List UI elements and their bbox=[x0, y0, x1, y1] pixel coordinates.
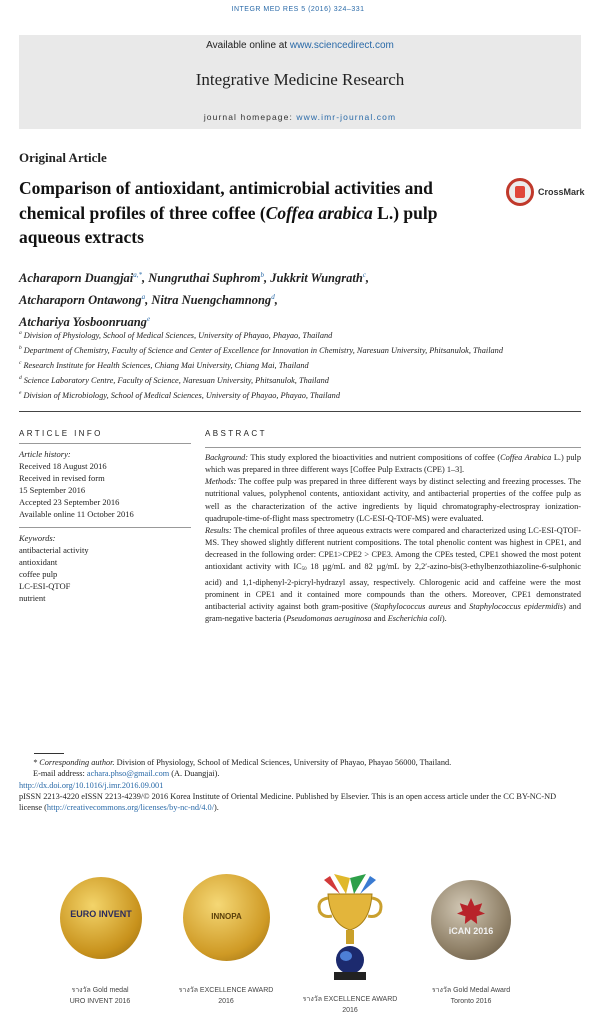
affiliation-item: $^e$ Division of Microbiology, School of Medical Sciences, University of Phayao, Phayao, Thailand bbox=[19, 390, 340, 401]
journal-banner bbox=[19, 35, 581, 129]
keyword-item: coffee pulp bbox=[19, 569, 58, 579]
email-link[interactable]: achara.phso@gmail.com bbox=[86, 769, 170, 779]
history-label: Article history: bbox=[19, 449, 71, 459]
abstract-methods: Methods: The coffee pulp was prepared in three different ways by distinct selecting and freezing processes. The nutritional values, polyphenol contents, antioxidant activity, and antibacterial properties of the coffee pulp as well as the characterization of the active ingredients by liquid chromatography-electrospray ionization-quadrupole-time-of-flight mass spectrometry (LC-ESI-Q-TOF-MS) were evaluated. bbox=[205, 477, 581, 523]
license-link[interactable]: http://creativecommons.org/licenses/by-nc-nd/4.0/ bbox=[46, 803, 215, 813]
sciencedirect-link[interactable]: www.sciencedirect.com bbox=[289, 40, 394, 51]
homepage-link[interactable]: www.imr-journal.com bbox=[296, 112, 397, 122]
crossmark-label: CrossMark bbox=[538, 187, 585, 197]
info-divider bbox=[19, 527, 191, 528]
author-affiliation-mark[interactable]: c bbox=[362, 271, 366, 279]
history-item: Available online 11 October 2016 bbox=[19, 509, 134, 519]
award-caption: รางวัล Gold Medal Award Toronto 2016 bbox=[431, 987, 511, 1005]
history-item: Received in revised form bbox=[19, 473, 105, 483]
abstract-divider bbox=[205, 447, 581, 448]
title-part-1: Comparison of antioxidant, antimicrobial activities and chemical profiles of three coffee ( bbox=[19, 178, 433, 223]
award-caption: รางวัล EXCELLENCE AWARD 2016 bbox=[178, 987, 274, 1005]
doi-link[interactable]: http://dx.doi.org/10.1016/j.imr.2016.09.001 bbox=[19, 780, 164, 790]
footnotes bbox=[19, 757, 581, 813]
article-info-panel bbox=[19, 443, 191, 604]
section-divider bbox=[19, 411, 581, 412]
journal-title: Integrative Medicine Research bbox=[195, 70, 405, 89]
corresponding-author-note: * Corresponding author. Division of Physiology, School of Medical Sciences, University of Phayao, Phayao 56000, Thailand. bbox=[33, 758, 452, 767]
maple-leaf-icon bbox=[457, 898, 485, 924]
affiliation-item: $^a$ Division of Physiology, School of Medical Sciences, University of Phayao, Phayao, Thailand bbox=[19, 330, 333, 340]
ican-medal: iCAN 2016 bbox=[431, 880, 511, 960]
author-name: Atchariya Yosboonruang bbox=[19, 315, 147, 330]
affiliation-item: $^d$ Science Laboratory Centre, Faculty of Science, Naresuan University, Phitsanulok, Thailand bbox=[19, 375, 329, 385]
available-online-line bbox=[19, 40, 581, 51]
article-info-heading: ARTICLE INFO bbox=[19, 429, 103, 438]
paper-title bbox=[19, 176, 479, 250]
award-caption: รางวัล Gold medal URO INVENT 2016 bbox=[69, 987, 131, 1005]
homepage-prefix: journal homepage: bbox=[203, 112, 297, 122]
author-affiliation-mark[interactable]: b bbox=[260, 271, 264, 279]
affiliation-item: $^b$ Department of Chemistry, Faculty of Science and Center of Excellence for Innovation in Chemistry, Naresuan University, Phitsanulok, Thailand bbox=[19, 345, 503, 355]
abstract-results: Results: The chemical profiles of three aqueous extracts were compared and characterized using LC-ESI-QTOF-MS. They showed slightly different nutrient compositions. The total phenolic content was highest in CPE1, and decreased in the following order: CPE1>CPE2 > CPE3. Among the CPEs tested, CPE1 showed the most potent antioxidant activity with $IC_{50}$ 18 µg/mL and 82 µg/mL by 2,2′-azino-bis(3-ethylbenzothiazoline-6-sulphonic acid) and 1,1-diphenyl-2-picryl-hydrazyl assay, respectively. Chlorogenic acid and caffeine were the most prominent in CPE1 and it contained more compounds than the others. Moreover, CPE1 demonstrated antibacterial activity against both gram-positive (Staphylococcus aureus and Staphylococcus epidermidis) and gram-negative bacteria (Pseudomonas aeruginosa and Escherichia coli). bbox=[205, 525, 581, 624]
affiliation-list bbox=[19, 327, 581, 402]
keywords-label: Keywords: bbox=[19, 533, 56, 543]
euro-invent-medal: EURO INVENT bbox=[60, 877, 142, 959]
footnote-rule bbox=[34, 753, 64, 754]
crossmark-badge[interactable] bbox=[506, 178, 586, 208]
info-divider bbox=[19, 443, 191, 444]
author-affiliation-mark[interactable]: a,* bbox=[133, 271, 143, 279]
available-prefix: Available online at bbox=[206, 40, 290, 51]
author-affiliation-mark[interactable]: a bbox=[141, 293, 146, 302]
author-name: Nungruthai Suphrom bbox=[148, 271, 261, 286]
doi-line bbox=[19, 780, 581, 791]
email-line: E-mail address: achara.phso@gmail.com (A. Duangjai). bbox=[33, 769, 220, 779]
abstract-background: Background: This study explored the bioactivities and nutrient compositions of coffee (Coffea Arabica L.) pulp which was prepared in three different ways [Coffee Pulp Extracts (CPE) 1–3]. bbox=[205, 453, 582, 475]
author-affiliation-mark[interactable]: d bbox=[271, 293, 275, 302]
affiliation-item: $^c$ Research Institute for Health Sciences, Chiang Mai University, Chiang Mai, Thailand bbox=[19, 360, 309, 370]
abstract-body bbox=[205, 447, 581, 625]
keyword-item: antibacterial activity bbox=[19, 545, 89, 555]
title-part-2: L.) pulp aqueous extracts bbox=[19, 202, 438, 247]
title-italic: Coffea arabica bbox=[265, 202, 373, 223]
history-item: Accepted 23 September 2016 bbox=[19, 497, 120, 507]
author-name: Atcharaporn Ontawong bbox=[19, 293, 142, 308]
author-name: Nitra Nuengchamnong bbox=[151, 293, 272, 308]
author-name: Acharaporn Duangjai bbox=[19, 271, 134, 286]
innopa-medal: INNOPA bbox=[183, 874, 270, 961]
history-item: Received 18 August 2016 bbox=[19, 461, 107, 471]
author-affiliation-mark[interactable]: e bbox=[146, 315, 151, 324]
journal-reference: INTEGR MED RES 5 (2016) 324–331 bbox=[231, 6, 365, 13]
author-name: Jukkrit Wungrath bbox=[270, 271, 363, 286]
trophy-icon bbox=[310, 872, 390, 982]
keyword-item: LC-ESI-QTOF bbox=[19, 581, 71, 591]
license-line: pISSN 2213-4220 eISSN 2213-4239/© 2016 Korea Institute of Oriental Medicine. Published by Elsevier. This is an open access article under the CC BY-NC-ND license (http://creativecommons.org/licenses/by-nc-nd/4.0/). bbox=[19, 791, 557, 813]
author-list: Acharaporn Duangjai$^{a,*}$, Nungruthai Suphrom$^b$, Jukkrit Wungrath$^c$, Atcharaporn Ontawong$^a$, Nitra Nuengchamnong$^d$, Atchariya Yosboonruang$^e$ bbox=[19, 271, 370, 330]
trophy-image bbox=[310, 872, 390, 982]
crossmark-icon bbox=[506, 178, 534, 206]
award-caption: รางวัล EXCELLENCE AWARD 2016 bbox=[302, 996, 398, 1014]
journal-homepage-line bbox=[19, 112, 581, 122]
article-type: Original Article bbox=[19, 150, 107, 165]
keyword-item: nutrient bbox=[19, 593, 46, 603]
abstract-heading: ABSTRACT bbox=[205, 429, 267, 438]
keyword-item: antioxidant bbox=[19, 557, 58, 567]
history-item: 15 September 2016 bbox=[19, 485, 86, 495]
